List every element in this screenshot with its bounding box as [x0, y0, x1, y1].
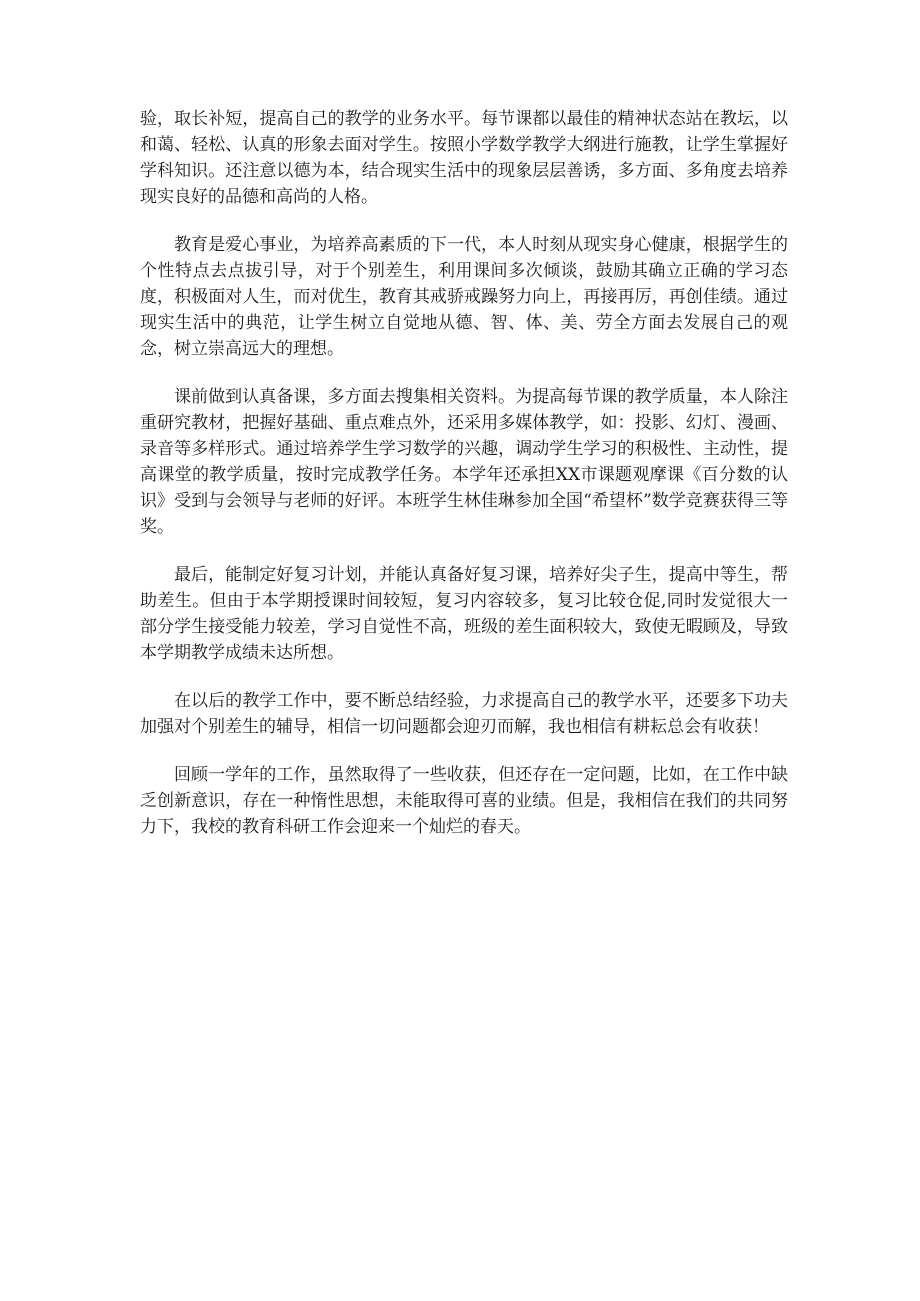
paragraph-5: 在以后的教学工作中，要不断总结经验，力求提高自己的教学水平，还要多下功夫加强对个别差生的辅导，相信一切问题都会迎刃而解，我也相信有耕耘总会有收获！ [140, 691, 788, 737]
paragraph-2: 教育是爱心事业，为培养高素质的下一代，本人时刻从现实身心健康，根据学生的个性特点去点拔引导，对于个别差生，利用课间多次倾谈，鼓励其确立正确的学习态度，积极面对人生，而对优生，教育其戒骄戒躁努力向上，再接再厉，再创佳绩。通过现实生活中的典范，让学生树立自觉地从德、智、体、美、劳全方面去发展自己的观念，树立崇高远大的理想。 [140, 235, 788, 359]
paragraph-4: 最后，能制定好复习计划，并能认真备好复习课，培养好尖子生，提高中等生，帮助差生。但由于本学期授课时间较短，复习内容较多，复习比较仓促,同时发觉很大一部分学生接受能力较差，学习自觉性不高，班级的差生面积较大，致使无暇顾及，导致本学期教学成绩未达所想。 [140, 565, 788, 663]
paragraph-1: 验，取长补短，提高自己的教学的业务水平。每节课都以最佳的精神状态站在教坛，以和蔼、轻松、认真的形象去面对学生。按照小学数学教学大纲进行施教，让学生掌握好学科知识。还注意以德为本，结合现实生活中的现象层层善诱，多方面、多角度去培养现实良好的品德和高尚的人格。 [140, 109, 788, 207]
paragraph-3: 课前做到认真备课，多方面去搜集相关资料。为提高每节课的教学质量，本人除注重研究教材，把握好基础、重点难点外，还采用多媒体教学，如：投影、幻灯、漫画、录音等多样形式。通过培养学生学习数学的兴趣，调动学生学习的积极性、主动性，提高课堂的教学质量，按时完成教学任务。本学年还承担XX市课题观摩课《百分数的认识》受到与会领导与老师的好评。本班学生林佳琳参加全国“希望杯”数学竞赛获得三等奖。 [140, 387, 788, 537]
paragraph-6: 回顾一学年的工作，虽然取得了一些收获，但还存在一定问题，比如，在工作中缺乏创新意识，存在一种惰性思想，未能取得可喜的业绩。但是，我相信在我们的共同努力下，我校的教育科研工作会迎来一个灿烂的春天。 [140, 765, 788, 837]
document-page [140, 106, 788, 862]
